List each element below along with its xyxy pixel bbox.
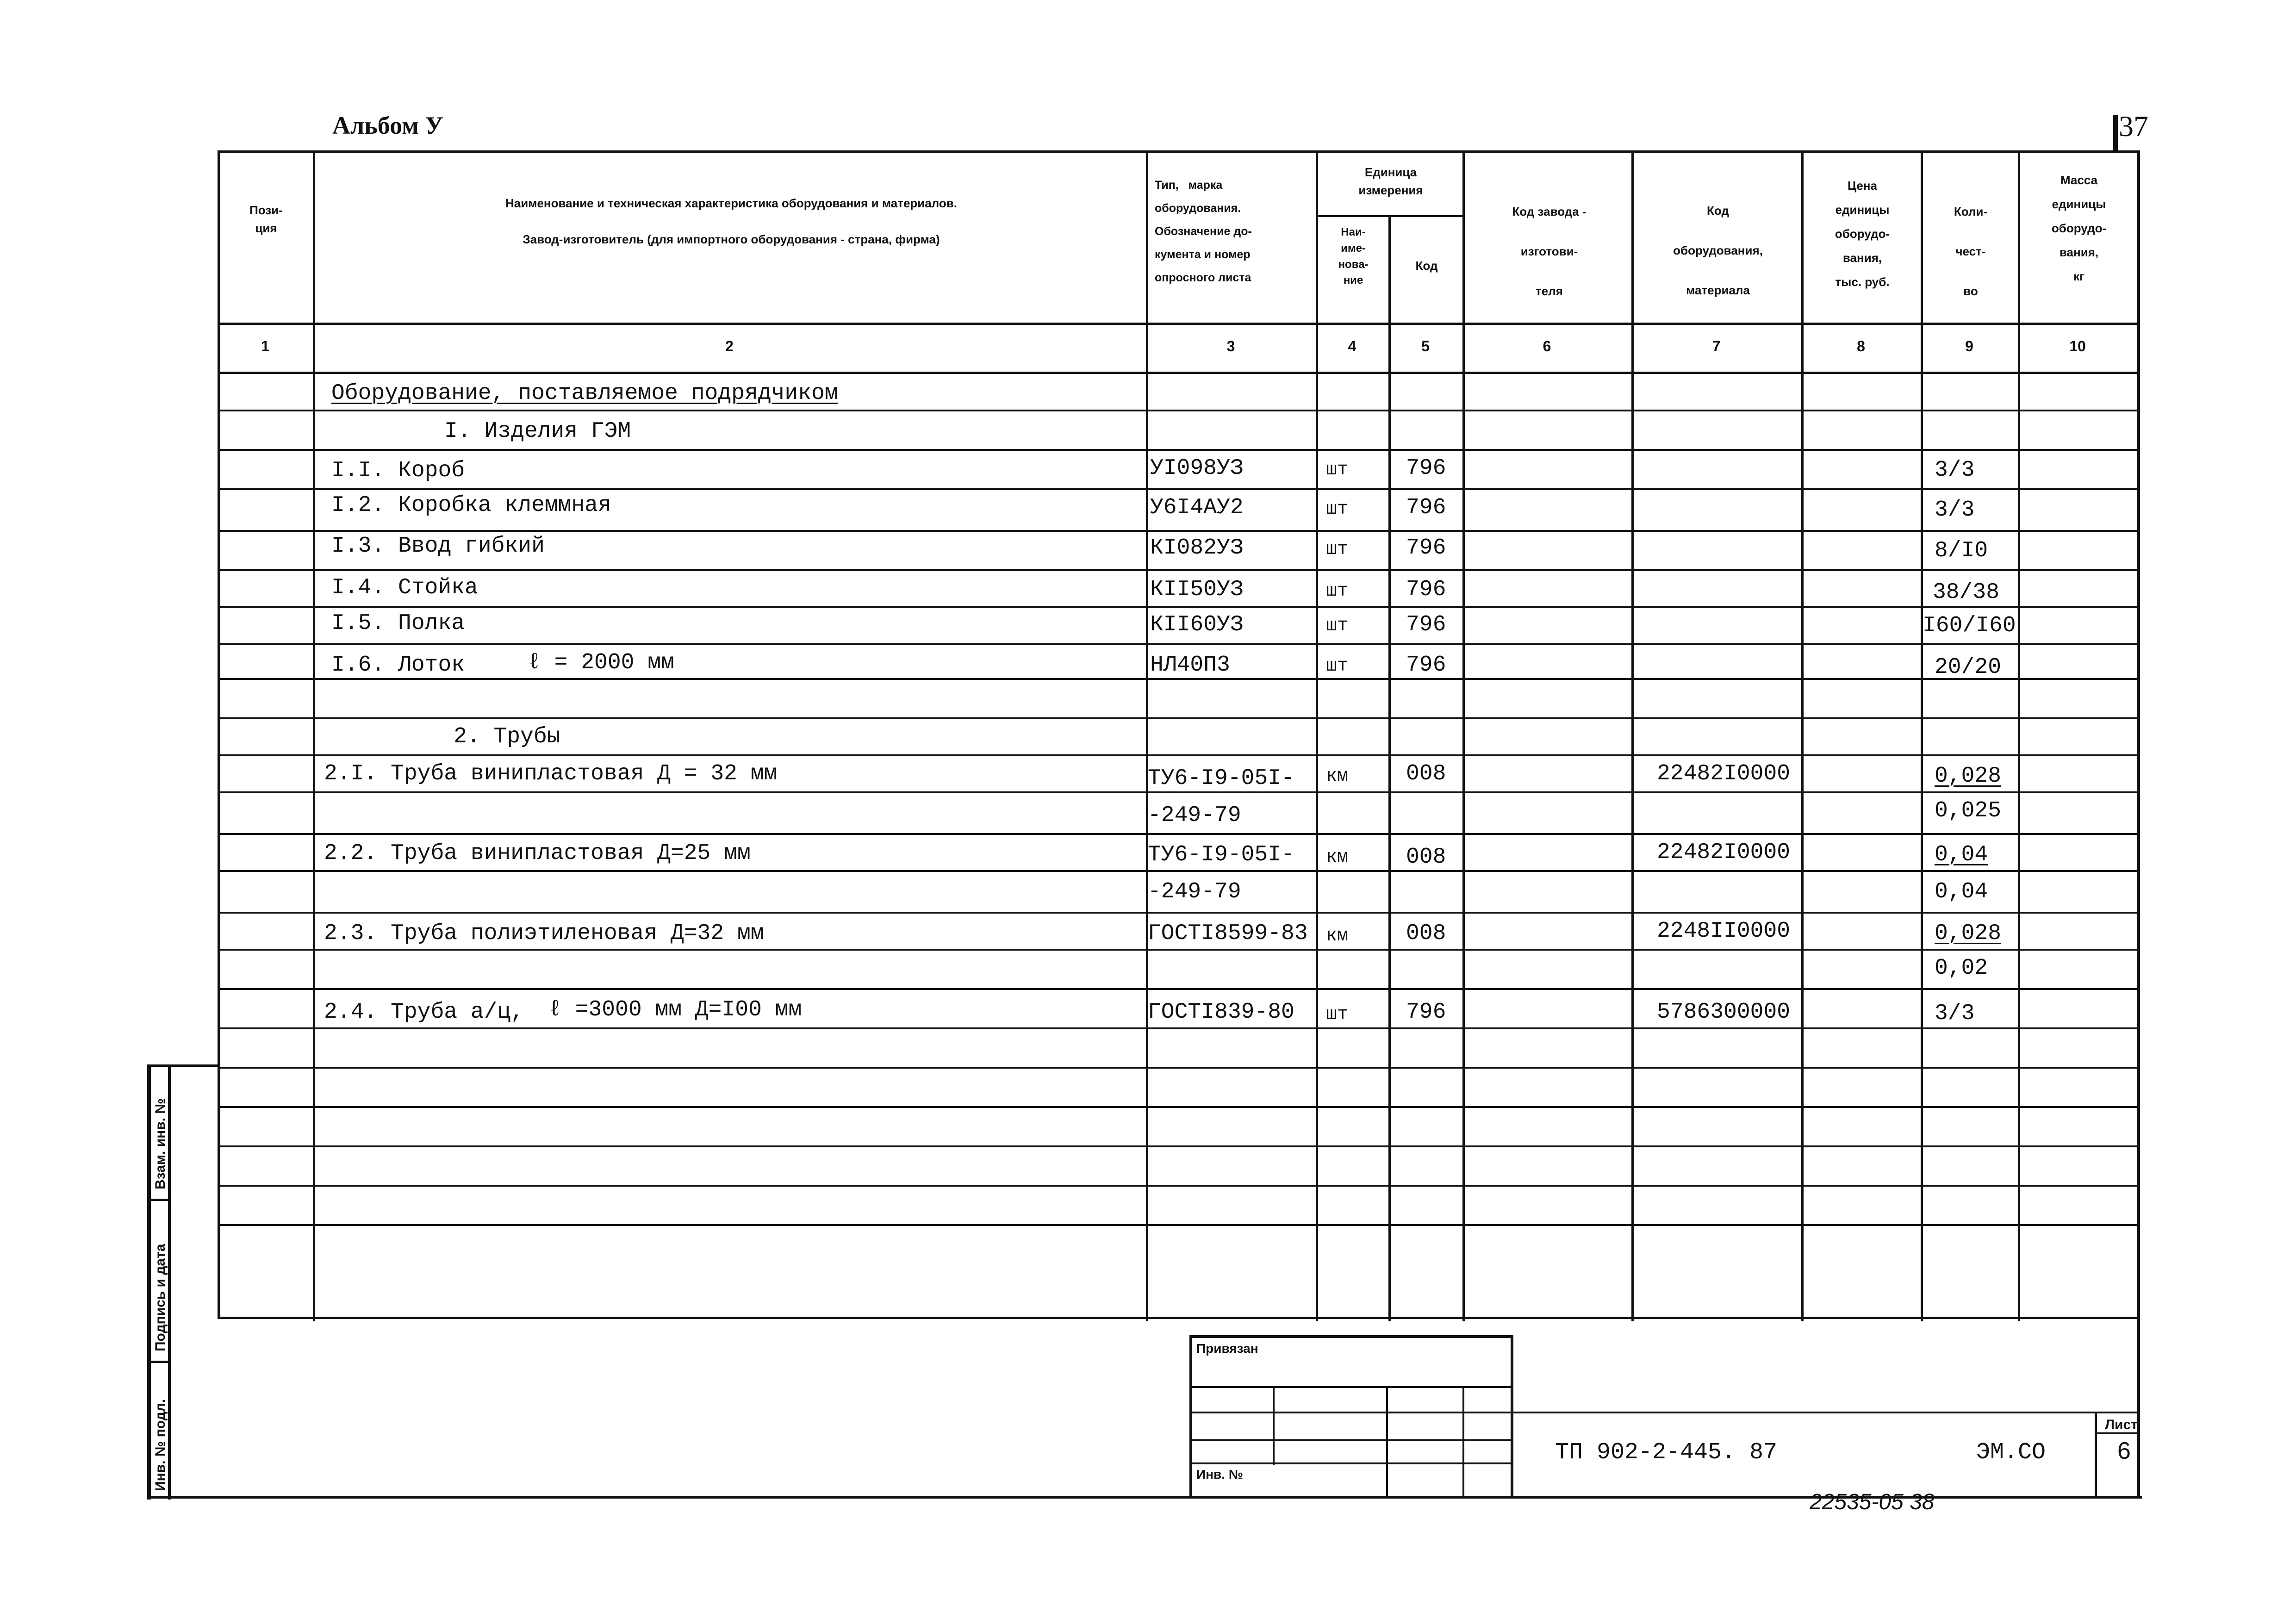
row-sep [218, 717, 2140, 719]
header-qty: Коли- чест- во [1954, 205, 1988, 298]
row-qty: 38/38 [1933, 580, 2000, 605]
col-num-10: 10 [2069, 338, 2086, 355]
row-equipment-code: 5786300000 [1657, 1000, 1791, 1025]
row-equipment-code: 22482I0000 [1657, 840, 1791, 865]
tb-sheet-left [2095, 1412, 2097, 1497]
header-equipment-code: Код оборудования, материала [1673, 204, 1763, 297]
row-code: 796 [1406, 456, 1446, 481]
row-sep [218, 488, 2140, 490]
frame-right [2137, 150, 2140, 1318]
header-unit-name: Наи- име- нова- ние [1338, 226, 1369, 287]
row-unit: шт [1326, 616, 1349, 636]
row-name: I.4. Стойка [331, 575, 478, 600]
col-line-4 [1388, 215, 1391, 1321]
row-sep [218, 870, 2140, 872]
row-unit: км [1326, 926, 1349, 946]
col-num-6: 6 [1543, 338, 1551, 355]
col-num-1: 1 [261, 338, 269, 355]
row-type: ГОСТI839-80 [1148, 1000, 1294, 1025]
side-strip-top2 [171, 1064, 218, 1067]
row-qty: 3/3 [1935, 458, 1975, 483]
row-code: 008 [1406, 921, 1446, 946]
page-number-divider [2113, 115, 2118, 152]
row-code: 796 [1406, 577, 1446, 602]
header-price: Цена единицы оборудо- вания, тыс. руб. [1835, 179, 1890, 289]
row-name: 2.4. Труба а/ц, [324, 1000, 524, 1025]
sheet-number: 6 [2117, 1437, 2131, 1464]
row-code: 008 [1406, 845, 1446, 870]
header-unit-group: Единица измерения [1358, 165, 1423, 197]
row-name: I.I. Короб [331, 458, 465, 483]
row-qty-2: 0,02 [1935, 956, 1988, 981]
row-type-cont: -249-79 [1148, 803, 1241, 828]
row-sep [218, 1027, 2140, 1029]
row-unit: шт [1326, 460, 1349, 480]
tb-row1 [1189, 1386, 1513, 1388]
row-sep [218, 606, 2140, 608]
header-position: Пози- ция [249, 203, 283, 235]
row-type: НЛ40П3 [1150, 653, 1230, 678]
side-label-sign-date: Подпись и дата [153, 1244, 168, 1351]
row-qty: I60/I60 [1923, 613, 2016, 638]
document-code: ТП 902-2-445. 87 [1555, 1439, 1778, 1466]
row-code: 796 [1406, 495, 1446, 520]
tb-row3 [1189, 1439, 1513, 1441]
col-num-4: 4 [1348, 338, 1356, 355]
row-qty-2: 0,025 [1935, 798, 2002, 823]
page-number: 37 [2119, 110, 2148, 143]
row-sep [218, 949, 2140, 951]
row-name-extra: ℓ =3000 мм Д=I00 мм [548, 997, 802, 1022]
row-name-extra: ℓ = 2000 мм [528, 650, 674, 675]
row-type: КII50УЗ [1150, 577, 1244, 602]
header-mass: Масса единицы оборудо- вания, кг [2051, 173, 2107, 283]
header-name [324, 194, 1139, 249]
row-qty: 0,04 [1935, 842, 1988, 867]
tb-inv-label: Инв. № [1196, 1467, 1244, 1481]
header-manufacturer-code: Код завода - изготови- теля [1512, 205, 1587, 298]
row-equipment-code: 22482I0000 [1657, 761, 1791, 786]
row-type: КII60УЗ [1150, 612, 1244, 637]
col-num-3: 3 [1226, 338, 1235, 355]
row-type: ГОСТI8599-83 [1148, 921, 1308, 946]
sheet-code: ЭМ.СО [1976, 1439, 2046, 1466]
tb-col1 [1273, 1386, 1275, 1465]
row-sep [218, 912, 2140, 914]
specification-table [218, 150, 2140, 1318]
row-code: 796 [1406, 535, 1446, 560]
row-qty: 3/3 [1935, 498, 1975, 523]
col-num-2: 2 [725, 338, 734, 355]
row-unit: км [1326, 766, 1349, 787]
row-type-cont: -249-79 [1148, 879, 1241, 904]
row-qty: 0,028 [1935, 921, 2002, 946]
row-code: 796 [1406, 1000, 1446, 1025]
row-sep [218, 410, 2140, 411]
group-title: I. Изделия ГЭМ [444, 419, 631, 444]
row-unit: шт [1326, 656, 1349, 677]
sheet-label: Лист [2105, 1417, 2138, 1432]
row-type: УI098УЗ [1150, 456, 1244, 481]
header-name-line2: Завод-изготовитель (для импортного оборудования - страна, фирма) [523, 232, 940, 246]
row-qty: 3/3 [1935, 1001, 1975, 1026]
side-strip-div1 [147, 1199, 171, 1201]
tb-col2 [1386, 1386, 1388, 1497]
col-num-7: 7 [1712, 338, 1721, 355]
row-name: I.3. Ввод гибкий [331, 534, 545, 559]
row-type: КI082УЗ [1150, 535, 1244, 560]
album-title: Альбом У [332, 112, 444, 139]
header-bottom [218, 323, 2140, 325]
row-sep [218, 833, 2140, 835]
tb-col3 [1462, 1386, 1464, 1497]
frame-top [218, 150, 2140, 153]
row-unit: шт [1326, 499, 1349, 520]
row-qty: 20/20 [1935, 655, 2002, 680]
row-sep [218, 1067, 2140, 1069]
row-sep [218, 530, 2140, 532]
section-title: Оборудование, поставляемое подрядчиком [331, 381, 838, 406]
row-sep [218, 988, 2140, 990]
row-name: 2.I. Труба винипластовая Д = 32 мм [324, 761, 778, 786]
tb-row2 [1189, 1412, 1513, 1413]
side-label-inv-original: Инв. № подл. [153, 1399, 168, 1491]
row-sep [218, 569, 2140, 571]
unit-subheader-line [1316, 215, 1465, 217]
row-name: I.6. Лоток [331, 653, 465, 678]
archive-reference: 22535-05 38 [1810, 1490, 1935, 1514]
row-name: 2.2. Труба винипластовая Д=25 мм [324, 841, 751, 866]
row-code: 008 [1406, 761, 1446, 786]
row-type: У6I4АУ2 [1150, 495, 1244, 520]
row-type: ТУ6-I9-05I- [1148, 842, 1294, 867]
row-sep [218, 643, 2140, 645]
row-unit: шт [1326, 1004, 1349, 1025]
row-sep [218, 1185, 2140, 1187]
col-num-5: 5 [1421, 338, 1430, 355]
row-name: 2.3. Труба полиэтиленовая Д=32 мм [324, 921, 764, 946]
row-equipment-code: 2248II0000 [1657, 919, 1791, 944]
row-type: ТУ6-I9-05I- [1148, 766, 1294, 791]
tb-main-top [1513, 1412, 2138, 1413]
row-qty: 8/I0 [1935, 538, 1988, 563]
header-unit-code: Код [1415, 259, 1438, 273]
frame-left [218, 150, 220, 1318]
row-sep [218, 754, 2140, 756]
tb-attached-label: Привязан [1196, 1341, 1258, 1356]
row-code: 796 [1406, 612, 1446, 637]
header-type: Тип, марка оборудования. Обозначение до- кумента и номер опросного листа [1155, 179, 1252, 284]
header-name-line1: Наименование и техническая характеристика оборудования и материалов. [505, 196, 957, 210]
row-qty: 0,028 [1935, 764, 2002, 789]
tb-row4 [1189, 1462, 1513, 1464]
row-unit: шт [1326, 539, 1349, 560]
row-name: I.2. Коробка клеммная [331, 493, 611, 518]
tb-top [1189, 1335, 1513, 1338]
row-sep [218, 678, 2140, 680]
table-bottom [218, 1317, 2140, 1319]
frame-right-bottom [2137, 1314, 2140, 1499]
row-qty-2: 0,04 [1935, 879, 1988, 904]
col-num-9: 9 [1965, 338, 1973, 355]
row-name: I.5. Полка [331, 611, 465, 636]
side-label-inv-replaced: Взам. инв. № [153, 1098, 168, 1189]
row-sep [218, 1106, 2140, 1108]
side-strip-div2 [147, 1361, 171, 1363]
row-sep [218, 449, 2140, 451]
group-title: 2. Трубы [454, 724, 560, 749]
row-code: 796 [1406, 653, 1446, 678]
side-strip-left [147, 1064, 151, 1500]
row-sep [218, 1224, 2140, 1226]
row-sep [218, 791, 2140, 793]
number-row-bottom [218, 372, 2140, 374]
tb-right [1511, 1335, 1513, 1497]
row-sep [218, 1145, 2140, 1147]
tb-left [1189, 1335, 1192, 1497]
col-num-8: 8 [1857, 338, 1865, 355]
row-unit: шт [1326, 581, 1349, 602]
row-unit: км [1326, 847, 1349, 868]
